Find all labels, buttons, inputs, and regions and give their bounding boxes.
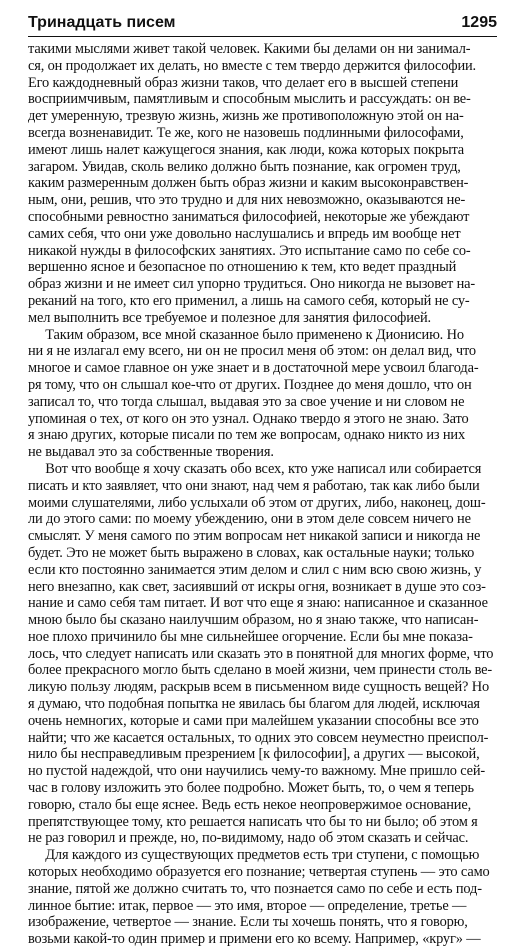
text-line: писать и кто заявляет, что они знают, над чем я работаю, так как либо были [28,477,480,494]
text-line: Вот что вообще я хочу сказать обо всех, кто уже написал или собирается [45,460,482,477]
text-line: ным, они, решив, что это трудно и для них невозможно, оказываются не- [28,192,466,209]
text-line: способными ревностно заниматься философией, некоторые же убеждают [28,208,470,225]
text-line: найти; что же касается остальных, то одних это совсем неуместно преиспол- [28,729,489,746]
text-line: мел выполнить все требуемое и полезное для занятия философией. [28,309,431,326]
text-line: ное плохо причинило бы мне сильнейшее огорчение. Если бы мне показа- [28,628,473,645]
text-line: восприимчивым, памятливым и способным мыслить и рассуждать: он ве- [28,91,471,108]
text-line: я знаю других, которые писали по тем же вопросам, однако никто из них [28,427,466,444]
text-line: каким размеренным должен быть образ жизни и каким высоконравствен- [28,175,469,192]
text-line: такими мыслями живет такой человек. Какими бы делами он ни занимал- [28,41,471,57]
paragraph [28,41,497,327]
text-line: лось, что следует написать или сказать это в понятной для многих форме, что [28,645,494,662]
text-line: всегда возненавидит. Те же, кого не назовешь подлинными философами, [28,124,464,141]
text-line: образ жизни и не имеет сил упорно трудиться. Оно никогда не вызовет на- [28,276,476,293]
text-line: нание и само себя там питает. И вот что еще я знаю: написанное и сказанное [28,595,488,612]
text-line: я думаю, что подобная попытка не явилась бы благом для людей, исключая [28,696,480,713]
running-title: Тринадцать писем [28,14,176,31]
text-line: никакой нужды в философских занятиях. Это испытание само по себе со- [28,242,471,259]
header-rule [28,36,497,37]
text-line: которых необходимо образуется его познание; четвертая ступень — это само [28,864,490,881]
text-line: изображение, четвертое — знание. Если ты хочешь понять, что я говорю, [28,914,468,931]
text-line: самих себя, что они уже довольно наслушались и впредь им вообще нет [28,225,461,242]
running-header [28,10,497,32]
text-line: час в голову изложить это более подробно. Может быть, то, о чем я теперь [28,780,474,797]
text-line: мною было бы сказано наилучшим образом, но я знаю также, что написан- [28,612,479,629]
text-line: моими слушателями, либо услыхали об этом от других, либо, наконец, дош- [28,494,486,511]
paragraph [28,327,497,461]
page-body [28,41,497,948]
text-line: ли до этого сами: по моему убеждению, они в этом деле совсем ничего не [28,511,471,528]
text-line: если кто постоянно занимается этим делом и слил с ним всю свою жизнь, у [28,561,482,578]
text-line: вершенно ясное и безопасное по отношению к тем, кто ведет праздный [28,259,457,276]
text-line: нило бы несправедливым презрением [к философии], а других — высокой, [28,746,480,763]
text-line: многое и самое главное он уже знает и в достаточной мере усвоил благода- [28,360,479,377]
text-line: ря тому, что он слышал кое-что от других. Позднее до меня дошло, что он [28,376,472,393]
text-line: Его каждодневный образ жизни таков, что делает его в высшей степени [28,74,459,91]
text-line: но пустой надеждой, что они научились чему-то важному. Мне пришло сей- [28,763,486,780]
text-line: упоминая о тех, от кого он это узнал. Однако твердо я этого не знаю. Зато [28,410,469,427]
text-line: не выдавал это за собственные творения. [28,444,274,461]
text-line: него внезапно, как свет, засиявший от искры огня, возникает в душе это соз- [28,578,486,595]
text-line: дет умеренную, трезвую жизнь, жизнь же противоположную этой он на- [28,108,464,125]
text-line: очень немногих, которые и сами при малейшем указании способны все это [28,712,479,729]
text-line: будет. Это не может быть выражено в словах, как остальные науки; только [28,544,475,561]
page-number: 1295 [461,14,497,31]
text-line: записал то, что тогда слышал, выдавая это за свое учение и ни словом не [28,393,465,410]
text-line: загаром. Увидав, сколь велико должно быть познание, как огромен труд, [28,158,461,175]
text-line: реканий на того, кто его применил, а лишь на самого себя, который не су- [28,292,470,309]
text-line: ни я не излагал ему всего, ни он не просил меня об этом: он делал вид, что [28,343,476,360]
text-line: ликую пользу людям, раскрыв всем в письменном виде сущность вещей? Но [28,679,489,696]
text-line: Для каждого из существующих предметов есть три ступени, с помощью [45,847,480,864]
paragraph [28,461,497,847]
text-line: препятствующее тому, кто решается написать что бы то ни было; об этом я [28,813,478,830]
text-line: знание, пятой же должно считать то, что познается само по себе и есть под- [28,880,482,897]
text-line: имеют лишь налет кажущегося знания, как люди, кожа которых покрыта [28,141,465,158]
text-line: ся, он продолжает их делать, но вместе с тем твердо держится философии. [28,57,476,74]
text-line: смыслят. У меня самого по этим вопросам нет никакой записи и никогда не [28,528,481,545]
text-line: говорю, стало бы еще яснее. Ведь есть некое неопровержимое основание, [28,796,472,813]
paragraph [28,847,497,948]
text-line: не раз говорил и прежде, но, по-видимому, надо об этом сказать и сейчас. [28,830,469,847]
text-line: линное бытие: итак, первое — это имя, второе — определение, третье — [28,897,467,914]
text-line: возьми какой-то один пример и примени его ко всему. Например, «круг» — [28,931,481,948]
text-line: Таким образом, все мной сказанное было применено к Дионисию. Но [45,326,464,343]
text-line: более прекрасного могло быть сделано в моей жизни, чем принести столь ве- [28,662,493,679]
